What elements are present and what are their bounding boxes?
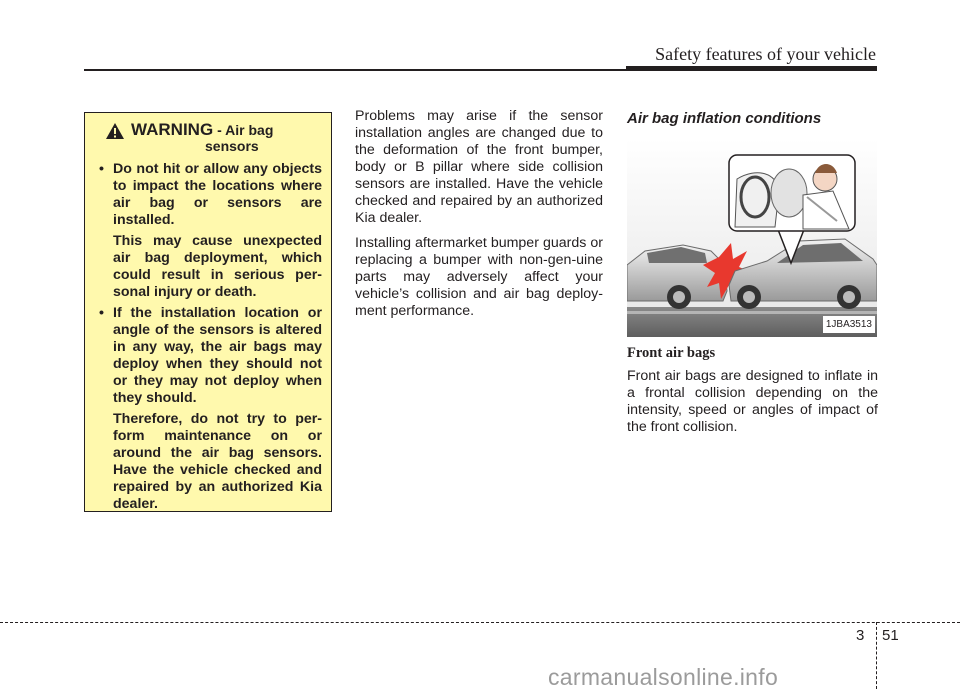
- warning-paragraph: This may cause unexpected air bag deployment, which could result in serious per-sonal injury or death.: [113, 233, 322, 300]
- warning-bullet: [99, 305, 322, 513]
- page-number: 51: [882, 627, 899, 644]
- warning-paragraph: If the installation location or angle of the sensors is altered in any way, the air bags may deploy when they should not or they may not deploy when they should.: [113, 305, 322, 406]
- header-rule-accent: [626, 66, 877, 71]
- warning-bullet: [99, 161, 322, 301]
- figure-code: 1JBA3513: [823, 316, 875, 333]
- warning-subtitle-1: - Air bag: [217, 122, 274, 138]
- bullet-dot-icon: •: [99, 305, 104, 321]
- body-paragraph: Installing aftermarket bumper guards or replacing a bumper with non-gen-uine parts may adversely affect your vehicle’s collision and air bag deploy-ment performance.: [355, 235, 603, 319]
- chapter-number: 3: [856, 627, 865, 644]
- warning-subtitle-2: sensors: [205, 138, 259, 154]
- warning-paragraph: Therefore, do not try to per-form maintenance on or around the air bag sensors. Have the vehicle checked and repaired by an authorized Kia dealer.: [113, 411, 322, 512]
- footer-divider: [876, 622, 877, 689]
- sub-heading: Front air bags: [627, 345, 716, 361]
- section-heading: Air bag inflation conditions: [627, 110, 822, 127]
- bullet-dot-icon: •: [99, 161, 104, 177]
- header-title: Safety features of your vehicle: [655, 44, 876, 64]
- collision-illustration: [627, 139, 877, 337]
- warning-triangle-icon: [105, 122, 125, 140]
- body-paragraph: Front air bags are designed to inflate in a frontal collision depending on the intensity, speed or angles of impact of the front collision.: [627, 368, 878, 435]
- warning-paragraph: Do not hit or allow any objects to impact the locations where air bag or sensors are installed.: [113, 161, 322, 228]
- footer-rule: [0, 622, 960, 623]
- warning-label: WARNING: [131, 120, 214, 139]
- right-column: [627, 108, 878, 436]
- warning-box: [84, 112, 332, 512]
- watermark: carmanualsonline.info: [548, 664, 779, 690]
- body-paragraph: Problems may arise if the sensor installation angles are changed due to the deformation of the front bumper, body or B pillar where side collision sensors are installed. Have the vehicle checked and repaired by an authorized Kia dealer.: [355, 108, 603, 226]
- middle-column: [355, 108, 603, 328]
- frontal-collision-image: [627, 139, 877, 337]
